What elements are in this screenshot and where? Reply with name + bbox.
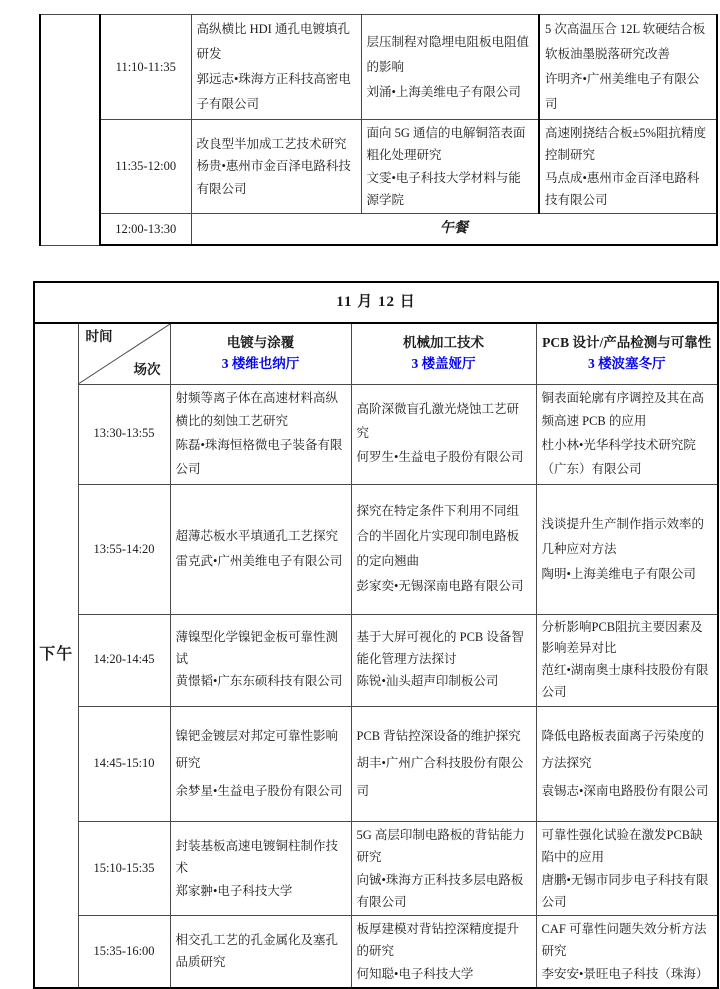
track-header bbox=[170, 323, 351, 384]
talk-title: 基于大屏可视化的 PCB 设备智能化管理方法探讨 bbox=[356, 630, 524, 667]
session-cell bbox=[170, 916, 351, 988]
session-cell bbox=[170, 707, 351, 822]
talk-title: 层压制程对隐埋电阻板电阻值的影响 bbox=[366, 34, 530, 74]
table-row bbox=[34, 916, 718, 988]
talk-title: 薄镍型化学镍钯金板可靠性测试 bbox=[175, 630, 339, 667]
talk-title: 封装基板高速电镀铜柱制作技术 bbox=[175, 839, 339, 876]
talk-title: CAF 可靠性问题失效分析方法研究 bbox=[541, 921, 707, 958]
talk-speaker: 郭远志•珠海方正科技高密电子有限公司 bbox=[196, 72, 351, 111]
talk-title: 高速刚挠结合板±5%阻抗精度控制研究 bbox=[545, 126, 707, 163]
lunch-row bbox=[40, 214, 717, 246]
table-row bbox=[34, 614, 718, 707]
time-cell: 15:10-15:35 bbox=[78, 822, 170, 916]
session-cell bbox=[351, 707, 536, 822]
morning-session-table bbox=[39, 14, 718, 246]
session-cell bbox=[191, 120, 361, 214]
session-cell bbox=[351, 822, 536, 916]
corner-label-time: 时间 bbox=[85, 329, 113, 344]
talk-speaker: 李安安•景旺电子科技（珠海） bbox=[541, 966, 709, 981]
talk-title: PCB 背钻控深设备的维护探究 bbox=[356, 728, 521, 743]
talk-title: 板厚建模对背钻控深精度提升的研究 bbox=[356, 921, 520, 958]
time-cell: 15:35-16:00 bbox=[78, 916, 170, 988]
afternoon-session-table bbox=[33, 281, 719, 989]
talk-title: 降低电路板表面离子污染度的方法探究 bbox=[541, 728, 705, 771]
time-cell: 14:45-15:10 bbox=[78, 707, 170, 822]
talk-title: 可靠性强化试验在激发PCB缺陷中的应用 bbox=[541, 828, 703, 865]
session-cell bbox=[536, 484, 718, 614]
track-name: 电镀与涂覆 bbox=[226, 334, 295, 350]
table-row bbox=[34, 384, 718, 484]
session-cell bbox=[536, 614, 718, 707]
session-cell bbox=[536, 916, 718, 988]
table-row bbox=[40, 120, 717, 214]
talk-title: 射频等离子体在高速材料高纵横比的刻蚀工艺研究 bbox=[175, 390, 339, 429]
talk-title: 面向 5G 通信的电解铜箔表面粗化处理研究 bbox=[366, 126, 526, 163]
talk-speaker: 余梦星•生益电子股份有限公司 bbox=[175, 783, 343, 798]
session-cell bbox=[539, 120, 717, 214]
session-cell bbox=[536, 707, 718, 822]
talk-speaker: 袁锡志•深南电路股份有限公司 bbox=[541, 783, 709, 798]
session-cell bbox=[351, 916, 536, 988]
time-cell: 11:35-12:00 bbox=[100, 120, 191, 214]
track-venue: 3 楼盖娅厅 bbox=[411, 355, 476, 371]
talk-title: 高纵横比 HDI 通孔电镀填孔研发 bbox=[196, 22, 350, 61]
session-cell bbox=[351, 484, 536, 614]
talk-speaker: 杜小林•光华科学技术研究院（广东）有限公司 bbox=[541, 438, 696, 476]
talk-speaker: 雷克武•广州美维电子有限公司 bbox=[175, 554, 343, 568]
track-name: 机械加工技术 bbox=[403, 334, 484, 350]
talk-speaker: 杨贵•惠州市金百泽电路科技有限公司 bbox=[196, 159, 351, 196]
date-title-row bbox=[34, 282, 718, 323]
corner-label-session: 场次 bbox=[133, 362, 161, 377]
period-cell: 下午 bbox=[34, 323, 78, 988]
session-cell bbox=[351, 384, 536, 484]
talk-title: 改良型半加成工艺技术研究 bbox=[196, 137, 347, 152]
table-row bbox=[34, 707, 718, 822]
time-cell: 11:10-11:35 bbox=[100, 15, 191, 120]
table-row bbox=[34, 822, 718, 916]
talk-title: 5G 高层印制电路板的背钻能力研究 bbox=[356, 828, 525, 865]
track-venue: 3 楼波塞冬厅 bbox=[587, 355, 666, 371]
talk-title: 铜表面轮廓有序调控及其在高频高速 PCB 的应用 bbox=[541, 390, 705, 429]
session-cell bbox=[170, 384, 351, 484]
session-cell bbox=[539, 15, 717, 120]
talk-speaker: 刘涌•上海美维电子有限公司 bbox=[366, 84, 521, 99]
talk-speaker: 许明齐•广州美维电子有限公司 bbox=[545, 72, 700, 111]
talk-speaker: 何罗生•生益电子股份有限公司 bbox=[356, 449, 524, 464]
session-cell bbox=[536, 384, 718, 484]
talk-speaker: 文雯•电子科技大学材料与能源学院 bbox=[366, 170, 521, 207]
table-row bbox=[40, 15, 717, 120]
talk-speaker: 范红•湖南奥士康科技股份有限公司 bbox=[541, 663, 709, 700]
talk-speaker: 陈锐•汕头超声印制板公司 bbox=[356, 674, 499, 689]
session-cell bbox=[170, 822, 351, 916]
talk-speaker: 向铖•珠海方正科技多层电路板有限公司 bbox=[356, 872, 524, 909]
track-header bbox=[536, 323, 718, 384]
session-cell bbox=[361, 120, 539, 214]
talk-speaker: 黄憬韬•广东东硕科技有限公司 bbox=[175, 674, 343, 689]
talk-speaker: 唐鹏•无锡市同步电子科技有限公司 bbox=[541, 872, 709, 909]
talk-title: 超薄芯板水平填通孔工艺探究 bbox=[175, 529, 339, 543]
talk-speaker: 陶明•上海美维电子有限公司 bbox=[541, 566, 696, 581]
session-cell bbox=[361, 15, 539, 120]
time-cell: 13:30-13:55 bbox=[78, 384, 170, 484]
track-name: PCB 设计/产品检测与可靠性 bbox=[542, 334, 712, 350]
session-cell bbox=[170, 614, 351, 707]
session-cell bbox=[536, 822, 718, 916]
morning-period-cell bbox=[40, 15, 100, 246]
session-cell bbox=[191, 15, 361, 120]
talk-title: 浅谈提升生产制作指示效率的几种应对方法 bbox=[541, 516, 705, 556]
time-cell: 14:20-14:45 bbox=[78, 614, 170, 707]
talk-title: 探究在特定条件下利用不同组合的半固化片实现印制电路板的定向翘曲 bbox=[356, 504, 520, 568]
session-cell bbox=[170, 484, 351, 614]
time-session-corner-cell bbox=[78, 323, 170, 384]
talk-speaker: 彭家奕•无锡深南电路有限公司 bbox=[356, 579, 524, 593]
date-title: 11 月 12 日 bbox=[34, 282, 718, 323]
time-cell: 12:00-13:30 bbox=[100, 214, 191, 246]
talk-speaker: 马点成•惠州市金百泽电路科技有限公司 bbox=[545, 170, 700, 207]
talk-speaker: 陈磊•珠海恒格微电子装备有限公司 bbox=[175, 438, 343, 476]
talk-speaker: 郑家翀•电子科技大学 bbox=[175, 883, 293, 898]
talk-title: 高阶深微盲孔激光烧蚀工艺研究 bbox=[356, 402, 520, 441]
track-venue: 3 楼维也纳厅 bbox=[221, 355, 300, 371]
talk-speaker: 胡丰•广州广合科技股份有限公司 bbox=[356, 756, 524, 798]
talk-title: 分析影响PCB阻抗主要因素及影响差异对比 bbox=[541, 619, 703, 656]
header-row bbox=[34, 323, 718, 384]
lunch-cell: 午餐 bbox=[191, 214, 717, 246]
session-cell bbox=[351, 614, 536, 707]
table-row bbox=[34, 484, 718, 614]
track-header bbox=[351, 323, 536, 384]
talk-title: 相交孔工艺的孔金属化及塞孔品质研究 bbox=[175, 932, 339, 970]
talk-title: 5 次高温压合 12L 软硬结合板软板油墨脱落研究改善 bbox=[545, 22, 706, 61]
talk-title: 镍钯金镀层对邦定可靠性影响研究 bbox=[175, 728, 339, 771]
talk-speaker: 何知聪•电子科技大学 bbox=[356, 966, 474, 981]
time-cell: 13:55-14:20 bbox=[78, 484, 170, 614]
